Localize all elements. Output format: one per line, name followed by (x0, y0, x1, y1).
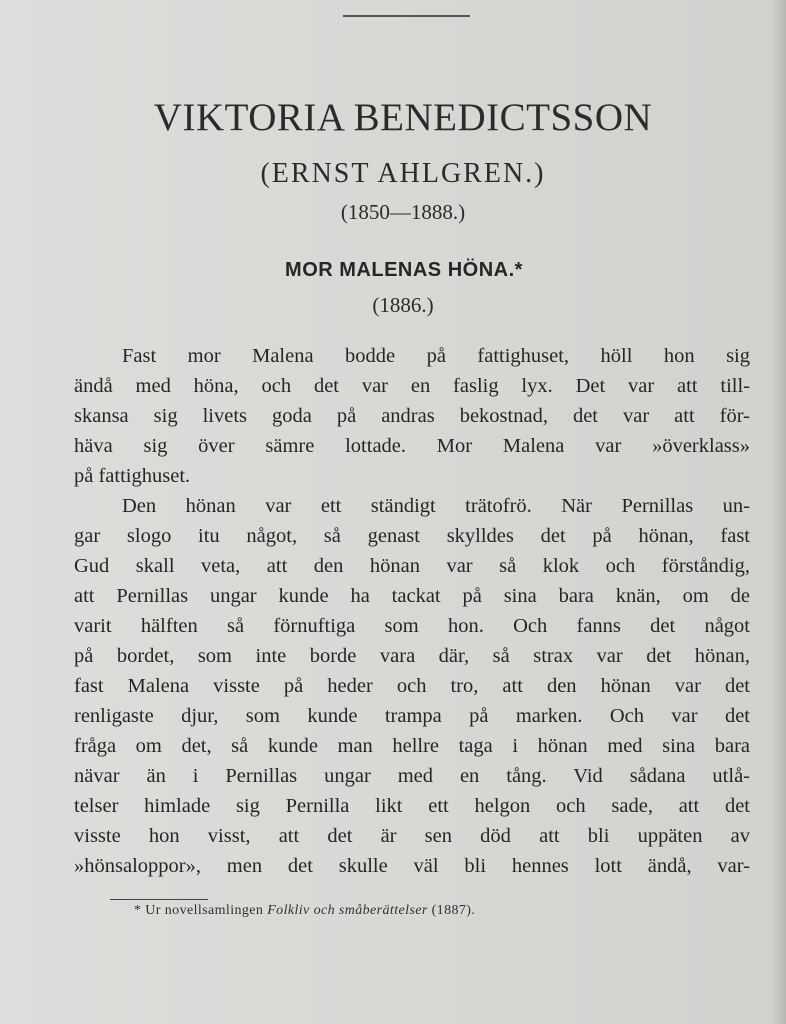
top-rule (343, 15, 470, 17)
body-line: fråga om det, så kunde man hellre taga i hönan med sina bara (74, 735, 750, 757)
footnote-suffix: (1887). (427, 903, 476, 918)
body-line: häva sig över sämre lottade. Mor Malena var »överklass» (74, 435, 750, 457)
body-line: renligaste djur, som kunde trampa på marken. Och var det (74, 705, 750, 727)
author-years: (1850—1888.) (340, 200, 466, 224)
author-heading: VIKTORIA BENEDICTSSON (153, 96, 653, 139)
body-line: gar slogo itu något, så genast skylldes det på hönan, fast (74, 525, 750, 547)
story-title: MOR MALENAS HÖNA.* (285, 259, 523, 281)
body-line: »hönsaloppor», men det skulle väl bli hennes lott ändå, var- (74, 855, 750, 877)
body-line: skansa sig livets goda på andras bekostnad, det var att för- (74, 405, 750, 427)
body-line: fast Malena visste på heder och tro, att den hönan var det (74, 675, 750, 697)
body-line: på fattighuset. (74, 465, 191, 487)
body-line: att Pernillas ungar kunde ha tackat på sina bara knän, om de (74, 585, 750, 607)
footnote-prefix: * Ur novellsamlingen (134, 903, 268, 918)
body-line: ändå med höna, och det var en faslig lyx. Det var att till- (74, 375, 750, 397)
story-year: (1886.) (372, 293, 434, 317)
body-line: telser himlade sig Pernilla likt ett helgon och sade, att det (74, 795, 750, 817)
footnote-rule (110, 899, 208, 900)
page-edge-shadow (772, 0, 786, 1024)
body-line: Den hönan var ett ständigt trätofrö. När Pernillas un- (122, 495, 750, 517)
body-line: visste hon visst, att det är sen död att bli uppäten av (74, 825, 750, 847)
body-line: Gud skall veta, att den hönan var så klok och förståndig, (74, 555, 750, 577)
footnote (134, 903, 754, 919)
body-text (74, 341, 750, 881)
body-line: Fast mor Malena bodde på fattighuset, höll hon sig (122, 345, 750, 367)
body-line: varit hälften så förnuftiga som hon. Och fanns det något (74, 615, 750, 637)
pseudonym-heading: (ERNST AHLGREN.) (260, 158, 546, 189)
footnote-work-title: Folkliv och småberättelser (267, 903, 428, 918)
body-line: på bordet, som inte borde vara där, så strax var det hönan, (74, 645, 750, 667)
body-line: nävar än i Pernillas ungar med en tång. Vid sådana utlå- (74, 765, 750, 787)
